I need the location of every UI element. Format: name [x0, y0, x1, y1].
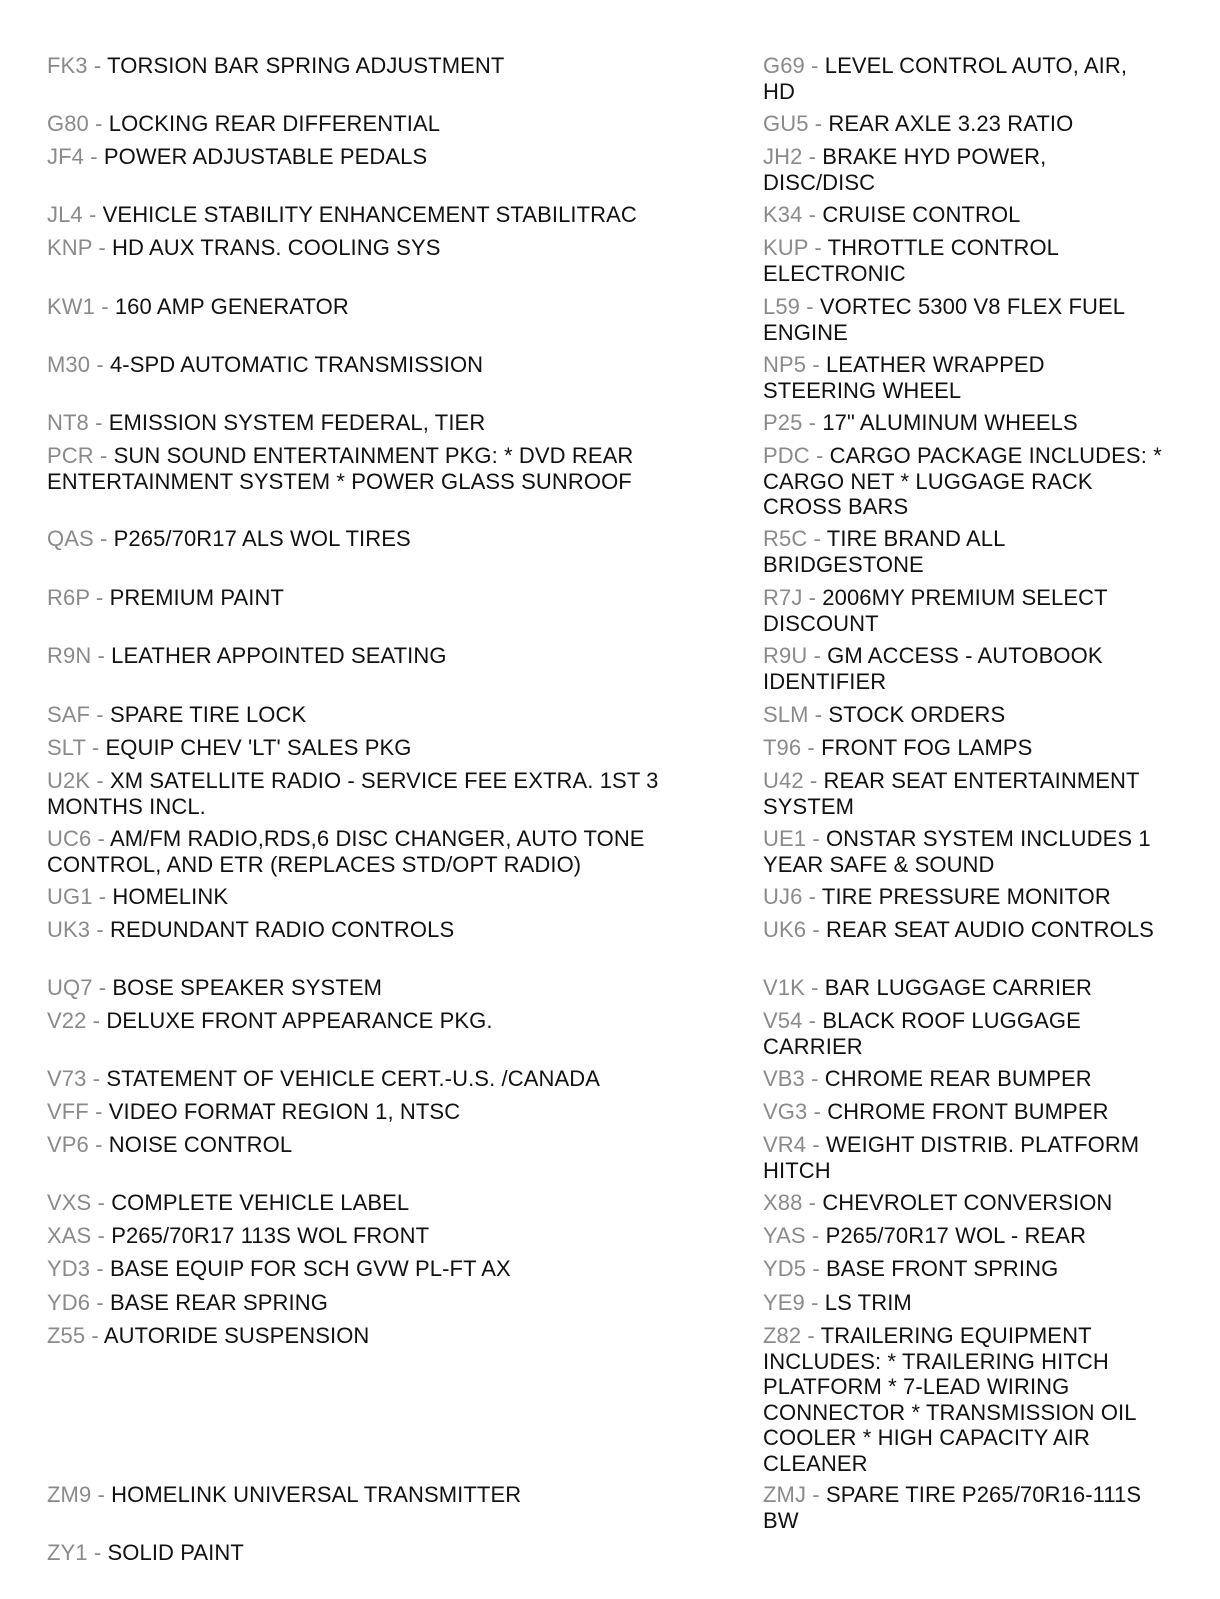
option-code: JH2 [763, 144, 803, 169]
code-separator: - [803, 768, 824, 793]
option-description: 160 AMP GENERATOR [114, 294, 349, 319]
option-code: YAS [763, 1223, 806, 1248]
option-item [47, 111, 687, 137]
option-code: YD5 [763, 1256, 807, 1281]
option-item [763, 443, 1163, 520]
option-description: P265/70R17 113S WOL FRONT [111, 1223, 430, 1248]
option-description: VEHICLE STABILITY ENHANCEMENT STABILITRAC [102, 202, 637, 227]
option-item [763, 1223, 1163, 1249]
option-code: ZMJ [763, 1482, 807, 1507]
option-item [47, 235, 687, 261]
option-description: COMPLETE VEHICLE LABEL [111, 1190, 410, 1215]
option-code: YE9 [763, 1290, 805, 1315]
option-item [47, 1066, 687, 1092]
option-item [763, 884, 1163, 910]
option-item [47, 1099, 687, 1125]
option-item [763, 975, 1163, 1001]
code-separator: - [90, 1290, 110, 1315]
option-code: U42 [763, 768, 804, 793]
option-code: V54 [763, 1008, 803, 1033]
code-separator: - [806, 826, 826, 851]
option-description: CHEVROLET CONVERSION [822, 1190, 1113, 1215]
code-separator: - [808, 235, 828, 260]
option-item [47, 1008, 687, 1034]
code-separator: - [804, 53, 825, 78]
code-separator: - [90, 702, 110, 727]
option-code: VFF [47, 1099, 89, 1124]
code-separator: - [802, 1008, 823, 1033]
option-code: UK3 [47, 917, 91, 942]
code-separator: - [87, 53, 108, 78]
code-separator: - [92, 975, 113, 1000]
option-code: UE1 [763, 826, 807, 851]
option-item [763, 352, 1163, 403]
option-description: WEIGHT DISTRIB. PLATFORM HITCH [763, 1132, 1140, 1183]
option-code: V73 [47, 1066, 87, 1091]
code-separator: - [808, 702, 829, 727]
option-item [47, 1223, 687, 1249]
option-item [47, 202, 687, 228]
option-item [47, 1323, 687, 1349]
code-separator: - [802, 585, 823, 610]
option-description: CARGO PACKAGE INCLUDES: * CARGO NET * LUGGAGE RACK CROSS BARS [763, 443, 1162, 519]
option-item [763, 526, 1163, 577]
option-item [763, 768, 1163, 819]
option-description: EQUIP CHEV 'LT' SALES PKG [105, 735, 412, 760]
option-description: HD AUX TRANS. COOLING SYS [112, 235, 441, 260]
option-code: KNP [47, 235, 93, 260]
option-description: STOCK ORDERS [828, 702, 1006, 727]
code-separator: - [88, 1132, 109, 1157]
option-description: DELUXE FRONT APPEARANCE PKG. [106, 1008, 493, 1033]
option-description: EMISSION SYSTEM FEDERAL, TIER [108, 410, 486, 435]
code-separator: - [801, 1323, 821, 1348]
code-separator: - [82, 202, 103, 227]
option-item [47, 1256, 687, 1282]
option-code: PDC [763, 443, 810, 468]
option-item [47, 1190, 687, 1216]
code-separator: - [808, 111, 829, 136]
code-separator: - [802, 202, 823, 227]
option-description: VORTEC 5300 V8 FLEX FUEL ENGINE [763, 294, 1125, 345]
option-code: UK6 [763, 917, 807, 942]
option-description: SPARE TIRE P265/70R16-111S BW [763, 1482, 1142, 1533]
code-separator: - [804, 975, 825, 1000]
option-description: LEATHER WRAPPED STEERING WHEEL [763, 352, 1045, 403]
option-description: POWER ADJUSTABLE PEDALS [103, 144, 428, 169]
option-item [763, 1099, 1163, 1125]
option-description: XM SATELLITE RADIO - SERVICE FEE EXTRA. 1ST 3 MONTHS INCL. [47, 768, 659, 819]
code-separator: - [87, 1540, 108, 1565]
code-separator: - [809, 443, 830, 468]
option-item [47, 1482, 687, 1508]
option-code: QAS [47, 526, 94, 551]
option-description: SUN SOUND ENTERTAINMENT PKG: * DVD REAR ENTERTAINMENT SYSTEM * POWER GLASS SUNROOF [47, 443, 634, 494]
option-item [763, 826, 1163, 877]
option-code: R5C [763, 526, 808, 551]
code-separator: - [804, 1066, 825, 1091]
option-code: UQ7 [47, 975, 93, 1000]
option-description: BASE EQUIP FOR SCH GVW PL-FT AX [109, 1256, 511, 1281]
option-code: L59 [763, 294, 801, 319]
option-description: ONSTAR SYSTEM INCLUDES 1 YEAR SAFE & SOUND [763, 826, 1151, 877]
option-code: R7J [763, 585, 803, 610]
option-item [47, 884, 687, 910]
option-code: UC6 [47, 826, 92, 851]
option-description: BLACK ROOF LUGGAGE CARRIER [763, 1008, 1081, 1059]
option-description: STATEMENT OF VEHICLE CERT.-U.S. /CANADA [106, 1066, 600, 1091]
option-description: BASE REAR SPRING [109, 1290, 328, 1315]
code-separator: - [86, 1008, 107, 1033]
option-code: PCR [47, 443, 94, 468]
code-separator: - [806, 1482, 826, 1507]
option-description: THROTTLE CONTROL ELECTRONIC [763, 235, 1059, 286]
option-item [47, 585, 687, 611]
option-code: KW1 [47, 294, 95, 319]
option-description: TRAILERING EQUIPMENT INCLUDES: * TRAILERING HITCH PLATFORM * 7-LEAD WIRING CONNECTOR * TRANSMISSION OIL COOLER * HIGH CAPACITY AIR CLEANER [763, 1323, 1136, 1476]
option-description: TIRE BRAND ALL BRIDGESTONE [763, 526, 1005, 577]
option-code: M30 [47, 352, 91, 377]
option-code: X88 [763, 1190, 803, 1215]
code-separator: - [90, 768, 110, 793]
option-item [763, 585, 1163, 636]
option-code: Z55 [47, 1323, 86, 1348]
option-code: V22 [47, 1008, 87, 1033]
code-separator: - [802, 410, 823, 435]
option-code: UJ6 [763, 884, 803, 909]
option-description: TORSION BAR SPRING ADJUSTMENT [107, 53, 505, 78]
option-description: CHROME FRONT BUMPER [827, 1099, 1109, 1124]
option-item [47, 526, 687, 552]
option-code: YD3 [47, 1256, 91, 1281]
code-separator: - [85, 735, 106, 760]
option-code: P25 [763, 410, 803, 435]
code-separator: - [88, 111, 109, 136]
option-description: P265/70R17 ALS WOL TIRES [113, 526, 411, 551]
code-separator: - [91, 826, 110, 851]
option-description: BAR LUGGAGE CARRIER [824, 975, 1092, 1000]
option-code: VXS [47, 1190, 92, 1215]
option-item [47, 410, 687, 436]
option-item [47, 917, 687, 943]
option-item [47, 53, 687, 79]
code-separator: - [91, 1223, 112, 1248]
option-item [47, 975, 687, 1001]
option-item [763, 1323, 1163, 1476]
option-item [47, 1540, 687, 1566]
option-item [763, 410, 1163, 436]
option-description: REAR SEAT ENTERTAINMENT SYSTEM [763, 768, 1140, 819]
option-description: FRONT FOG LAMPS [821, 735, 1033, 760]
code-separator: - [804, 1290, 825, 1315]
option-code: G80 [47, 111, 89, 136]
option-description: NOISE CONTROL [108, 1132, 293, 1157]
option-description: BRAKE HYD POWER, DISC/DISC [763, 144, 1047, 195]
option-code: KUP [763, 235, 809, 260]
option-description: HOMELINK UNIVERSAL TRANSMITTER [111, 1482, 522, 1507]
option-description: LOCKING REAR DIFFERENTIAL [108, 111, 441, 136]
option-item [47, 643, 687, 669]
option-code: VG3 [763, 1099, 808, 1124]
option-item [47, 294, 687, 320]
code-separator: - [807, 1099, 828, 1124]
option-description: REAR SEAT AUDIO CONTROLS [825, 917, 1154, 942]
code-separator: - [89, 585, 110, 610]
option-description: LEATHER APPOINTED SEATING [111, 643, 447, 668]
option-item [763, 1290, 1163, 1316]
code-separator: - [801, 735, 822, 760]
option-code: VR4 [763, 1132, 807, 1157]
option-description: GM ACCESS - AUTOBOOK IDENTIFIER [763, 643, 1103, 694]
option-item [763, 235, 1163, 286]
code-separator: - [800, 294, 820, 319]
option-item [763, 1066, 1163, 1092]
code-separator: - [93, 443, 114, 468]
option-item [763, 1482, 1163, 1533]
option-code: FK3 [47, 53, 88, 78]
option-item [47, 1290, 687, 1316]
option-item [763, 643, 1163, 694]
option-description: BOSE SPEAKER SYSTEM [112, 975, 383, 1000]
code-separator: - [92, 884, 113, 909]
option-description: 4-SPD AUTOMATIC TRANSMISSION [109, 352, 484, 377]
code-separator: - [807, 643, 828, 668]
option-item [763, 1132, 1163, 1183]
option-item [47, 1132, 687, 1158]
option-description: CRUISE CONTROL [822, 202, 1021, 227]
option-item [47, 702, 687, 728]
code-separator: - [802, 884, 822, 909]
option-code: GU5 [763, 111, 809, 136]
option-description: TIRE PRESSURE MONITOR [821, 884, 1111, 909]
option-code: VP6 [47, 1132, 89, 1157]
option-description: AM/FM RADIO,RDS,6 DISC CHANGER, AUTO TONE CONTROL, AND ETR (REPLACES STD/OPT RADIO) [47, 826, 645, 877]
code-separator: - [806, 917, 826, 942]
code-separator: - [91, 1482, 112, 1507]
option-description: REAR AXLE 3.23 RATIO [828, 111, 1074, 136]
option-code: ZY1 [47, 1540, 88, 1565]
option-item [47, 768, 687, 819]
option-item [47, 826, 687, 877]
option-description: 17" ALUMINUM WHEELS [822, 410, 1078, 435]
option-code: R9U [763, 643, 808, 668]
option-description: REDUNDANT RADIO CONTROLS [109, 917, 455, 942]
option-description: AUTORIDE SUSPENSION [103, 1323, 370, 1348]
option-code: R6P [47, 585, 90, 610]
code-separator: - [86, 1066, 107, 1091]
option-description: CHROME REAR BUMPER [824, 1066, 1092, 1091]
code-separator: - [90, 917, 110, 942]
option-item [763, 735, 1163, 761]
code-separator: - [90, 352, 110, 377]
code-separator: - [807, 526, 827, 551]
option-item [763, 917, 1163, 943]
option-code: SLM [763, 702, 809, 727]
option-code: SLT [47, 735, 86, 760]
code-separator: - [91, 643, 112, 668]
code-separator: - [91, 1190, 112, 1215]
option-code: R9N [47, 643, 92, 668]
option-item [763, 1008, 1163, 1059]
option-code: XAS [47, 1223, 92, 1248]
option-code: NT8 [47, 410, 89, 435]
option-code: K34 [763, 202, 803, 227]
option-code: NP5 [763, 352, 807, 377]
option-item [47, 352, 687, 378]
code-separator: - [90, 1256, 110, 1281]
option-description: LEVEL CONTROL AUTO, AIR, HD [763, 53, 1128, 104]
option-item [763, 1256, 1163, 1282]
option-description: SOLID PAINT [107, 1540, 244, 1565]
code-separator: - [92, 235, 112, 260]
option-code: YD6 [47, 1290, 91, 1315]
option-item [763, 144, 1163, 195]
option-code: Z82 [763, 1323, 802, 1348]
code-separator: - [802, 1190, 823, 1215]
option-description: P265/70R17 WOL - REAR [825, 1223, 1087, 1248]
code-separator: - [85, 1323, 104, 1348]
option-code: U2K [47, 768, 91, 793]
option-item [763, 111, 1163, 137]
option-code: SAF [47, 702, 91, 727]
option-code: JL4 [47, 202, 83, 227]
code-separator: - [83, 144, 104, 169]
code-separator: - [806, 1256, 826, 1281]
code-separator: - [805, 1223, 826, 1248]
option-item [763, 1190, 1163, 1216]
option-item [763, 53, 1163, 104]
option-item [763, 702, 1163, 728]
option-code: G69 [763, 53, 805, 78]
option-description: LS TRIM [824, 1290, 912, 1315]
option-item [47, 735, 687, 761]
option-description: VIDEO FORMAT REGION 1, NTSC [108, 1099, 461, 1124]
option-code: UG1 [47, 884, 93, 909]
option-code: ZM9 [47, 1482, 92, 1507]
option-item [47, 144, 687, 170]
option-description: SPARE TIRE LOCK [109, 702, 307, 727]
option-item [47, 443, 687, 494]
code-separator: - [802, 144, 823, 169]
option-code: V1K [763, 975, 805, 1000]
option-item [763, 294, 1163, 345]
option-description: HOMELINK [112, 884, 229, 909]
option-description: 2006MY PREMIUM SELECT DISCOUNT [763, 585, 1108, 636]
code-separator: - [88, 410, 109, 435]
code-separator: - [94, 294, 115, 319]
option-item [763, 202, 1163, 228]
code-separator: - [88, 1099, 109, 1124]
code-separator: - [806, 352, 826, 377]
option-description: BASE FRONT SPRING [825, 1256, 1059, 1281]
option-code: JF4 [47, 144, 84, 169]
option-description: PREMIUM PAINT [109, 585, 285, 610]
option-code: VB3 [763, 1066, 805, 1091]
code-separator: - [806, 1132, 826, 1157]
code-separator: - [93, 526, 114, 551]
option-code: T96 [763, 735, 802, 760]
